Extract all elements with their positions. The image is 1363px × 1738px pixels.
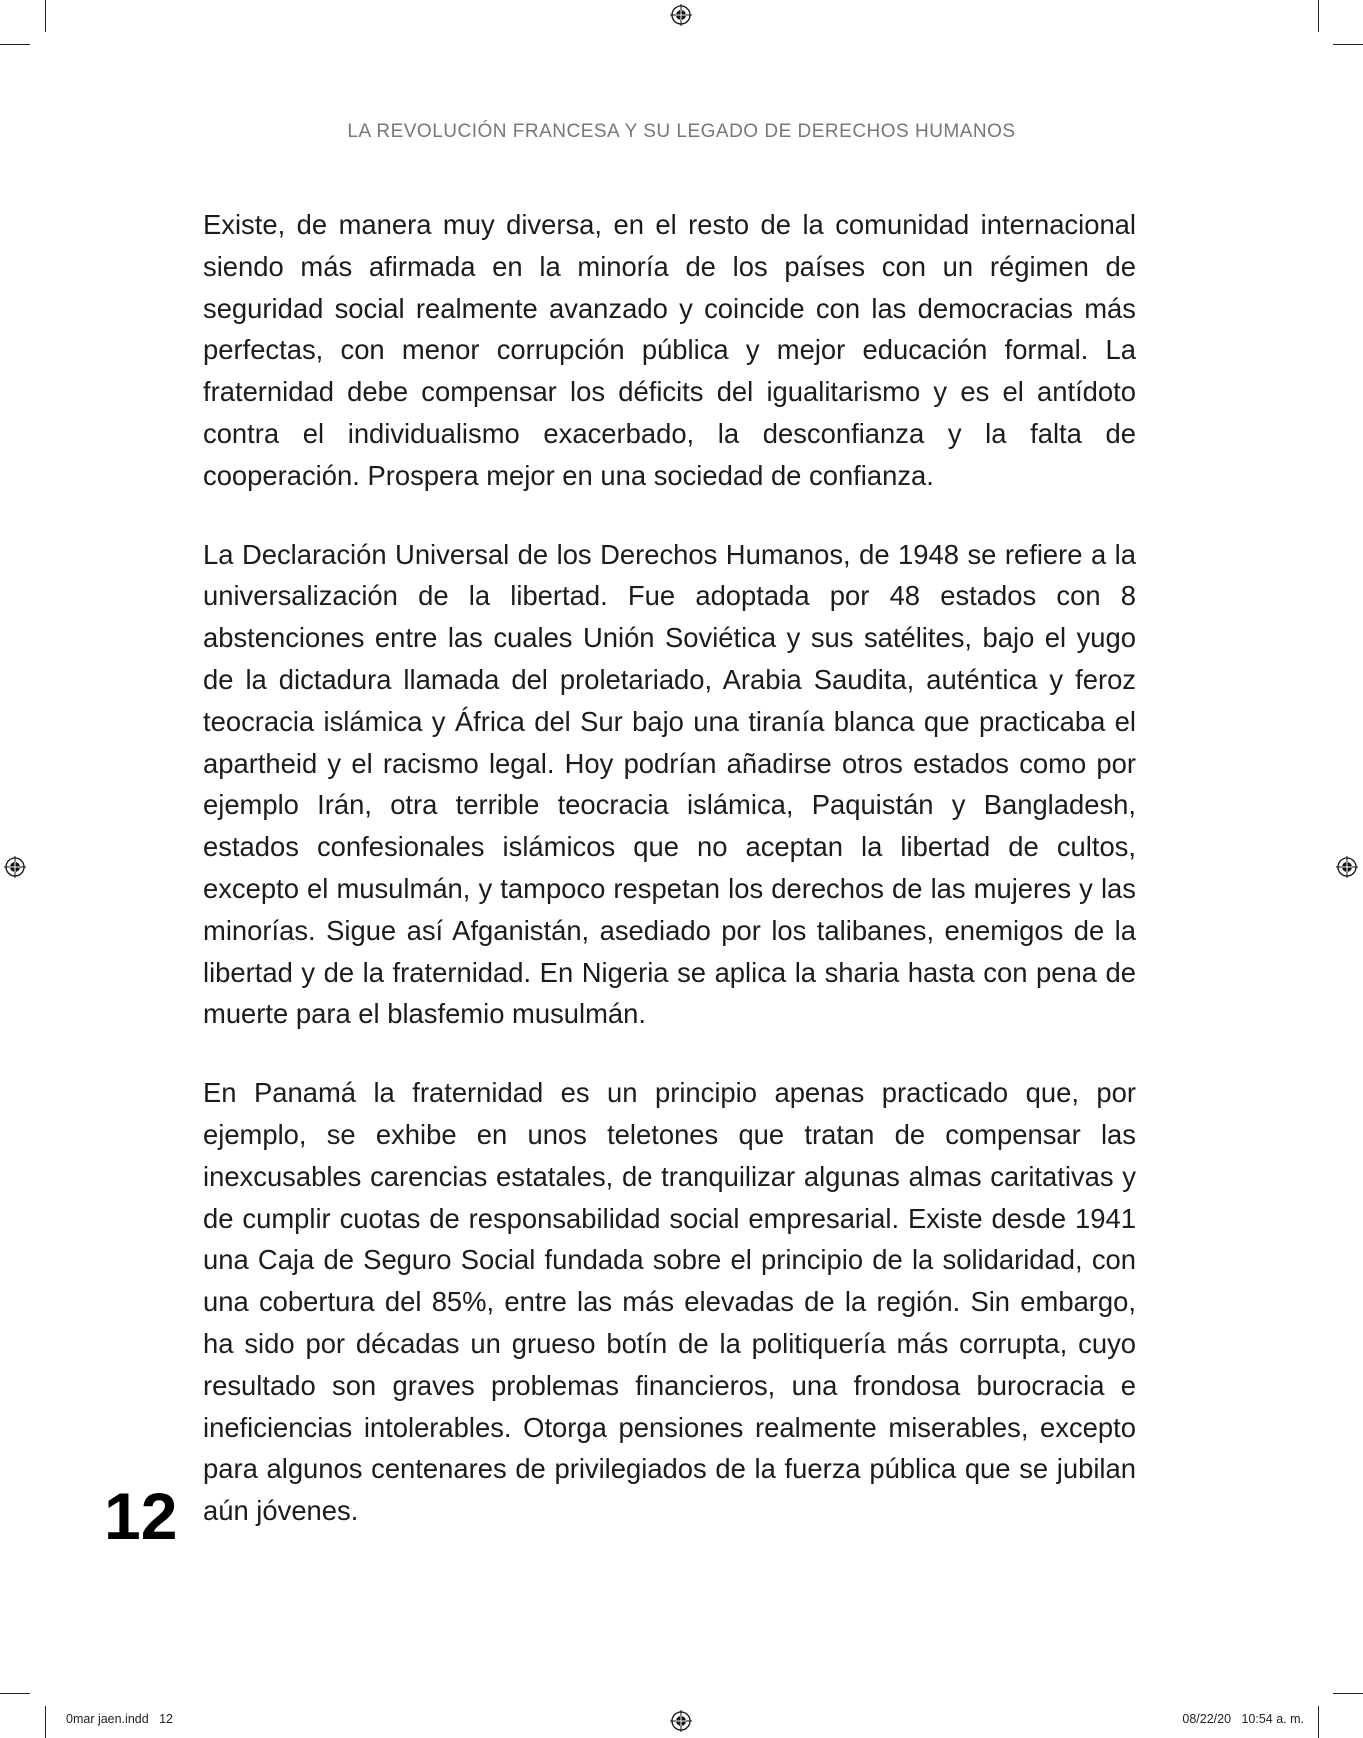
running-head: LA REVOLUCIÓN FRANCESA Y SU LEGADO DE DERECHOS HUMANOS bbox=[347, 121, 1016, 142]
slug-datetime: 08/22/20 10:54 a. m. bbox=[1182, 1712, 1304, 1726]
body-text bbox=[203, 204, 1136, 1569]
crop-mark-top-right-vertical bbox=[1318, 0, 1319, 32]
registration-target-icon bbox=[670, 4, 692, 26]
registration-target-icon bbox=[670, 1710, 692, 1732]
slug-file: 0mar jaen.indd 12 bbox=[66, 1712, 174, 1726]
registration-target-icon bbox=[4, 856, 26, 878]
crop-mark-top-left-horizontal bbox=[0, 44, 30, 45]
paragraph-1: Existe, de manera muy diversa, en el resto de la comunidad internacional siendo más afirmada en la minoría de los países con un régimen de seguridad social realmente avanzado y coincide con las democracias más perfectas, con menor corrupción pública y mejor educación formal. La fraternidad debe compensar los déficits del igualitarismo y es el antídoto contra el individualismo exacerbado, la desconfianza y la falta de cooperación. Prospera mejor en una sociedad de confianza. bbox=[203, 209, 1136, 491]
crop-mark-bottom-right-horizontal bbox=[1333, 1693, 1363, 1694]
registration-target-icon bbox=[1336, 856, 1358, 878]
paragraph-2: La Declaración Universal de los Derechos Humanos, de 1948 se refiere a la universalización de la libertad. Fue adoptada por 48 estados con 8 abstenciones entre las cuales Unión Soviética y sus satélites, bajo el yugo de la dictadura llamada del proletariado, Arabia Saudita, auténtica y feroz teocracia islámica y África del Sur bajo una tiranía blanca que practicaba el apartheid y el racismo legal. Hoy podrían añadirse otros estados como por ejemplo Irán, otra terrible teocracia islámica, Paquistán y Bangladesh, estados confesionales islámicos que no aceptan la libertad de cultos, excepto el musulmán, y tampoco respetan los derechos de las mujeres y las minorías. Sigue así Afganistán, asediado por los talibanes, enemigos de la libertad y de la fraternidad. En Nigeria se aplica la sharia hasta con pena de muerte para el blasfemio musulmán. bbox=[203, 538, 1136, 1030]
page-number: 12 bbox=[104, 1479, 178, 1553]
crop-mark-bottom-right-vertical bbox=[1318, 1706, 1319, 1738]
crop-mark-top-right-horizontal bbox=[1333, 44, 1363, 45]
crop-mark-top-left-vertical bbox=[45, 0, 46, 32]
paragraph-3: En Panamá la fraternidad es un principio apenas practicado que, por ejemplo, se exhibe en unos teletones que tratan de compensar las inexcusables carencias estatales, de tranquilizar algunas almas caritativas y de cumplir cuotas de responsabilidad social empresarial. Existe desde 1941 una Caja de Seguro Social fundada sobre el principio de la solidaridad, con una cobertura del 85%, entre las más elevadas de la región. Sin embargo, ha sido por décadas un grueso botín de la politiquería más corrupta, cuyo resultado son graves problemas financieros, una frondosa burocracia e ineficiencias intolerables. Otorga pensiones realmente miserables, excepto para algunos centenares de privilegiados de la fuerza pública que se jubilan aún jóvenes. bbox=[203, 1077, 1136, 1527]
crop-mark-bottom-left-vertical bbox=[45, 1706, 46, 1738]
crop-mark-bottom-left-horizontal bbox=[0, 1693, 30, 1694]
